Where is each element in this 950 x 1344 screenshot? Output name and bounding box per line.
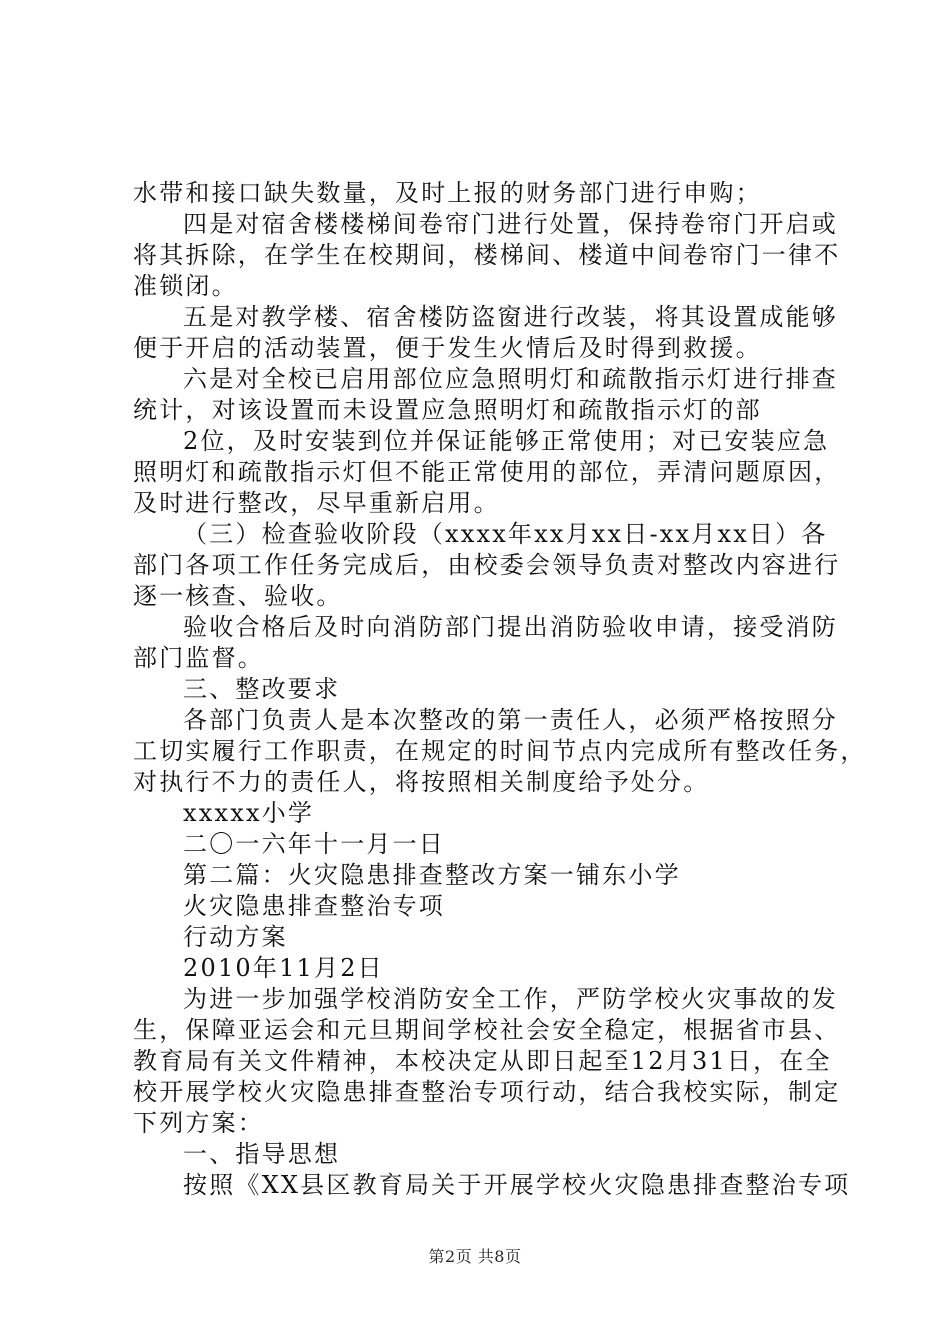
text-line: 统计，对该设置而未设置应急照明灯和疏散指示灯的部 — [133, 396, 762, 424]
heading-guiding-ideology — [133, 1139, 833, 1170]
paragraph-intro — [133, 984, 841, 1139]
paragraph-according-to — [133, 1170, 851, 1201]
text-line: 2位，及时安装到位并保证能够正常使用；对已安装应急 — [183, 427, 830, 455]
signature-school — [133, 798, 833, 829]
text-line: 二〇一六年十一月一日 — [183, 830, 445, 858]
text-line: 教育局有关文件精神，本校决定从即日起至12月31日，在全 — [133, 1047, 832, 1075]
text-line: 验收合格后及时向消防部门提出消防验收申请，接受消防 — [183, 613, 838, 641]
text-line: 准锁闭。 — [133, 272, 238, 300]
text-line: 部门监督。 — [133, 644, 264, 672]
paragraph-inspection-stage — [133, 519, 841, 612]
text-line: 四是对宿舍楼楼梯间卷帘门进行处置，保持卷帘门开启或 — [183, 210, 838, 238]
text-line: 水带和接口缺失数量，及时上报的财务部门进行申购； — [133, 179, 762, 207]
text-line: 照明灯和疏散指示灯但不能正常使用的部位，弄清问题原因， — [133, 458, 841, 486]
paragraph-item-five — [133, 302, 838, 364]
section-two-subtitle-2 — [133, 922, 833, 953]
signature-date — [133, 829, 833, 860]
text-line: 校开展学校火灾隐患排查整治专项行动，结合我校实际，制定 — [133, 1078, 841, 1106]
text-line: 为进一步加强学校消防安全工作，严防学校火灾事故的发 — [183, 985, 838, 1013]
text-line: 及时进行整改，尽早重新启用。 — [133, 489, 500, 517]
text-line: 工切实履行工作职责，在规定的时间节点内完成所有整改任务， — [133, 737, 867, 765]
page-number-footer: 第2页 共8页 — [428, 1247, 522, 1266]
text-line: 五是对教学楼、宿舍楼防盗窗进行改装，将其设置成能够 — [183, 303, 838, 331]
text-line: 行动方案 — [183, 923, 288, 951]
text-line: 逐一核查、验收。 — [133, 582, 343, 610]
text-line: 各部门负责人是本次整改的第一责任人，必须严格按照分 — [183, 706, 838, 734]
section-two-title — [133, 860, 833, 891]
paragraph-item-six-continued — [133, 426, 841, 519]
text-line: 按照《XX县区教育局关于开展学校火灾隐患排查整治专项 — [183, 1171, 851, 1199]
paragraph-acceptance — [133, 612, 838, 674]
text-line: 第二篇：火灾隐患排查整改方案一铺东小学 — [183, 861, 681, 889]
section-two-date — [133, 953, 833, 984]
paragraph-item-four — [133, 209, 841, 302]
heading-rectification-requirements — [133, 674, 833, 705]
paragraph-responsibility — [133, 705, 867, 798]
paragraph-item-six — [133, 364, 838, 426]
text-line: 将其拆除，在学生在校期间，楼梯间、楼道中间卷帘门一律不 — [133, 241, 841, 269]
text-line: 便于开启的活动装置，便于发生火情后及时得到救援。 — [133, 334, 762, 362]
text-line: xxxxx小学 — [183, 799, 315, 827]
text-line: 下列方案： — [133, 1109, 264, 1137]
text-line: （三）检查验收阶段（xxxx年xx月xx日-xx月xx日）各 — [183, 520, 828, 548]
paragraph-hose-shortage — [133, 178, 833, 209]
text-line: 三、整改要求 — [183, 675, 341, 703]
text-line: 生，保障亚运会和元旦期间学校社会安全稳定，根据省市县、 — [133, 1016, 841, 1044]
text-line: 火灾隐患排查整治专项 — [183, 892, 445, 920]
text-line: 2010年11月2日 — [183, 954, 384, 982]
text-line: 部门各项工作任务完成后，由校委会领导负责对整改内容进行 — [133, 551, 841, 579]
section-two-subtitle — [133, 891, 833, 922]
text-line: 一、指导思想 — [183, 1140, 341, 1168]
text-line: 六是对全校已启用部位应急照明灯和疏散指示灯进行排查 — [183, 365, 838, 393]
text-line: 对执行不力的责任人，将按照相关制度给予处分。 — [133, 768, 710, 796]
